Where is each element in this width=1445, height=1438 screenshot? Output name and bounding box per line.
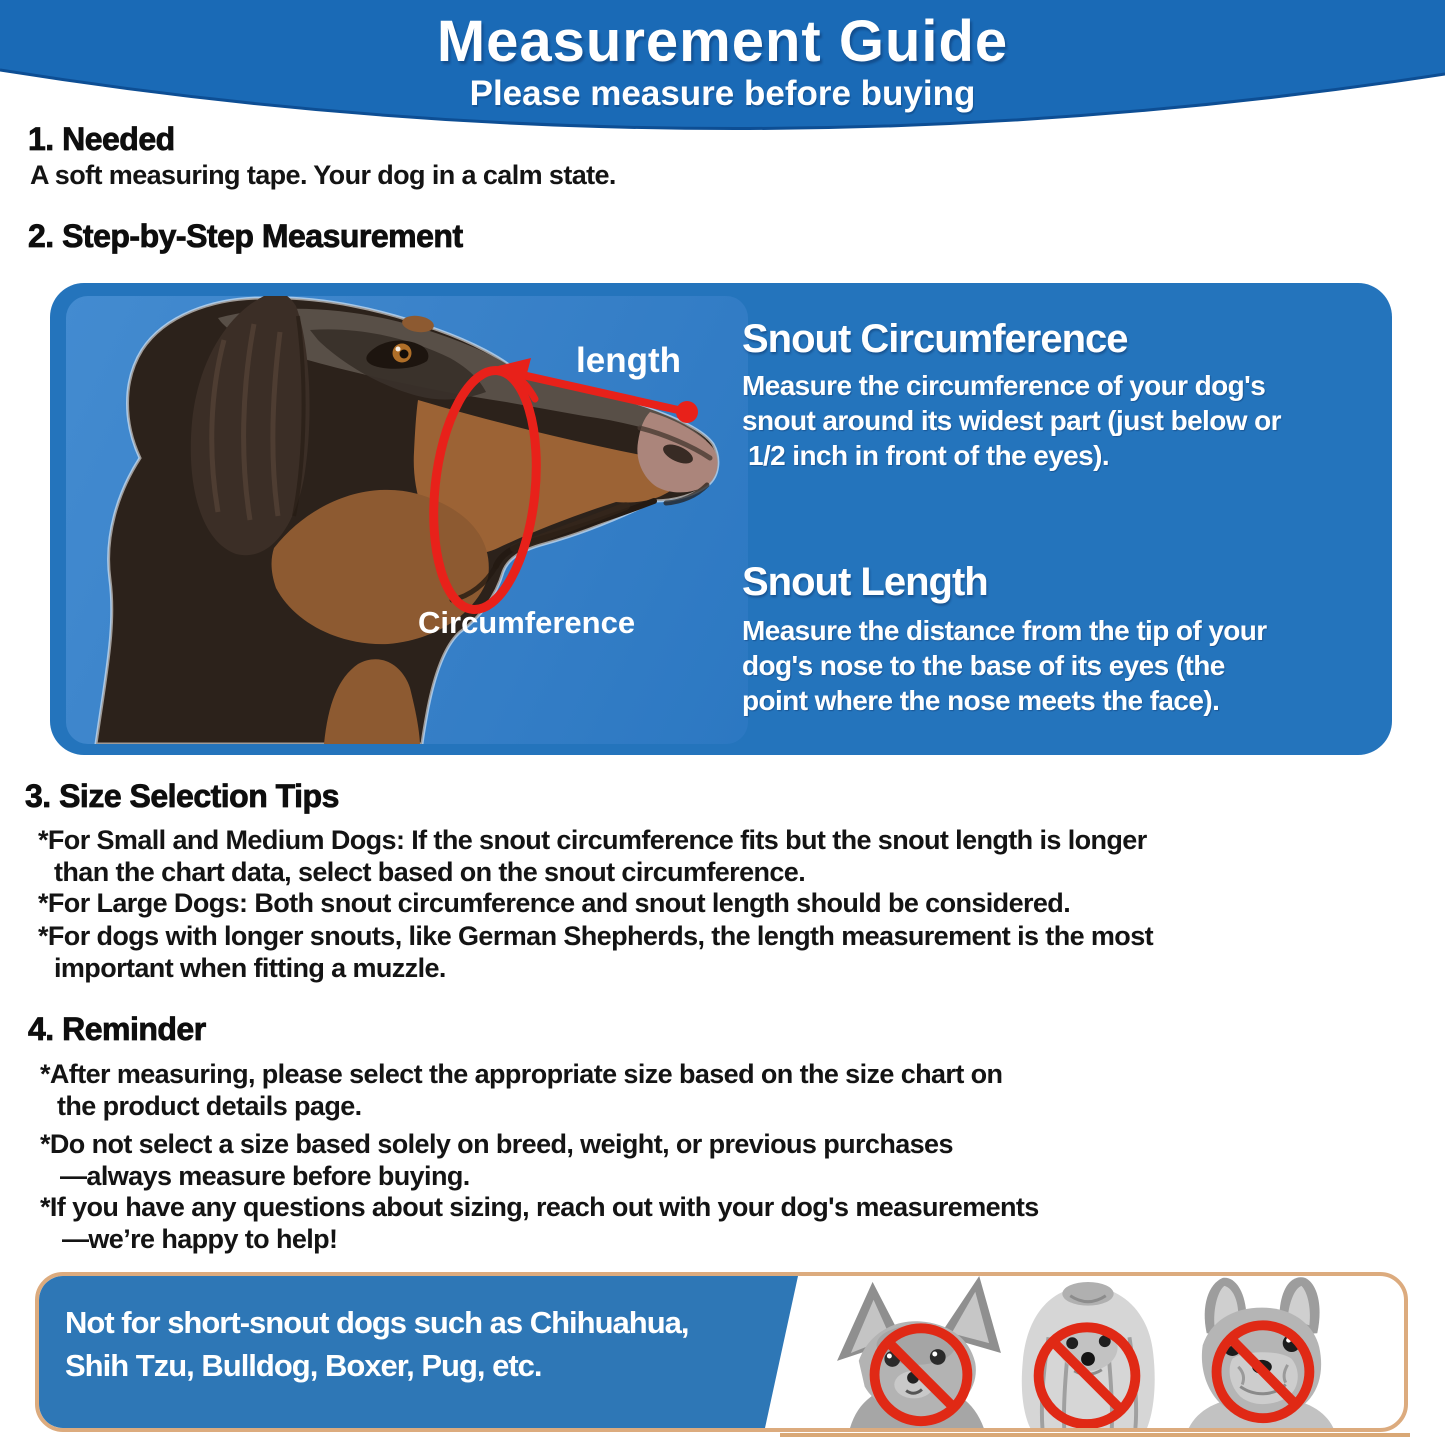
tips-line2: than the chart data, select based on the snout circumference. [54,857,806,887]
snout-circumference-line1: Measure the circumference of your dog's [742,370,1266,401]
not-for-short-snout-box [35,1272,1408,1432]
reminder-line3: *Do not select a size based solely on breed, weight, or previous purchases [40,1129,953,1159]
tips-heading: 3. Size Selection Tips [25,778,339,814]
snout-length-heading: Snout Length [742,560,988,604]
snout-circumference-heading: Snout Circumference [742,317,1128,361]
french-bulldog-photo [1180,1276,1340,1432]
reminder-line6: —we’re happy to help! [62,1224,338,1254]
footer-note-line2: Shih Tzu, Bulldog, Boxer, Pug, etc. [65,1348,542,1383]
circumference-label: Circumference [418,605,636,640]
reminder-heading: 4. Reminder [28,1011,206,1047]
snout-length-line1: Measure the distance from the tip of your [742,615,1267,646]
tips-line1: *For Small and Medium Dogs: If the snout circumference fits but the snout length is longer [38,825,1147,855]
shih-tzu-photo [1008,1278,1168,1432]
reminder-line5: *If you have any questions about sizing, reach out with your dog's measurements [40,1192,1039,1222]
reminder-line1: *After measuring, please select the appropriate size based on the size chart on [40,1059,1003,1089]
tips-line5: important when fitting a muzzle. [54,953,446,983]
chihuahua-photo [828,1276,1008,1432]
snout-circumference-line2: snout around its widest part (just below or [742,405,1281,436]
steps-heading: 2. Step-by-Step Measurement [28,218,463,254]
next-section-edge [780,1433,1410,1437]
snout-length-line2: dog's nose to the base of its eyes (the [742,650,1225,681]
doberman-photo [66,296,748,744]
snout-length-line3: point where the nose meets the face). [742,685,1220,716]
reminder-line4: —always measure before buying. [60,1161,470,1191]
tips-line4: *For dogs with longer snouts, like German Shepherds, the length measurement is the most [38,921,1154,951]
page-title: Measurement Guide [436,9,1009,74]
page-subtitle: Please measure before buying [469,74,976,113]
reminder-line2: the product details page. [57,1091,362,1121]
measurement-diagram-box [50,283,1392,755]
length-label: length [576,341,681,380]
tips-line3: *For Large Dogs: Both snout circumference and snout length should be considered. [38,888,1071,918]
needed-body: A soft measuring tape. Your dog in a calm state. [30,160,616,190]
snout-circumference-line3: 1/2 inch in front of the eyes). [748,440,1110,471]
needed-heading: 1. Needed [28,121,175,157]
footer-note-line1: Not for short-snout dogs such as Chihuahua, [65,1305,689,1340]
doberman-illustration [66,296,748,744]
